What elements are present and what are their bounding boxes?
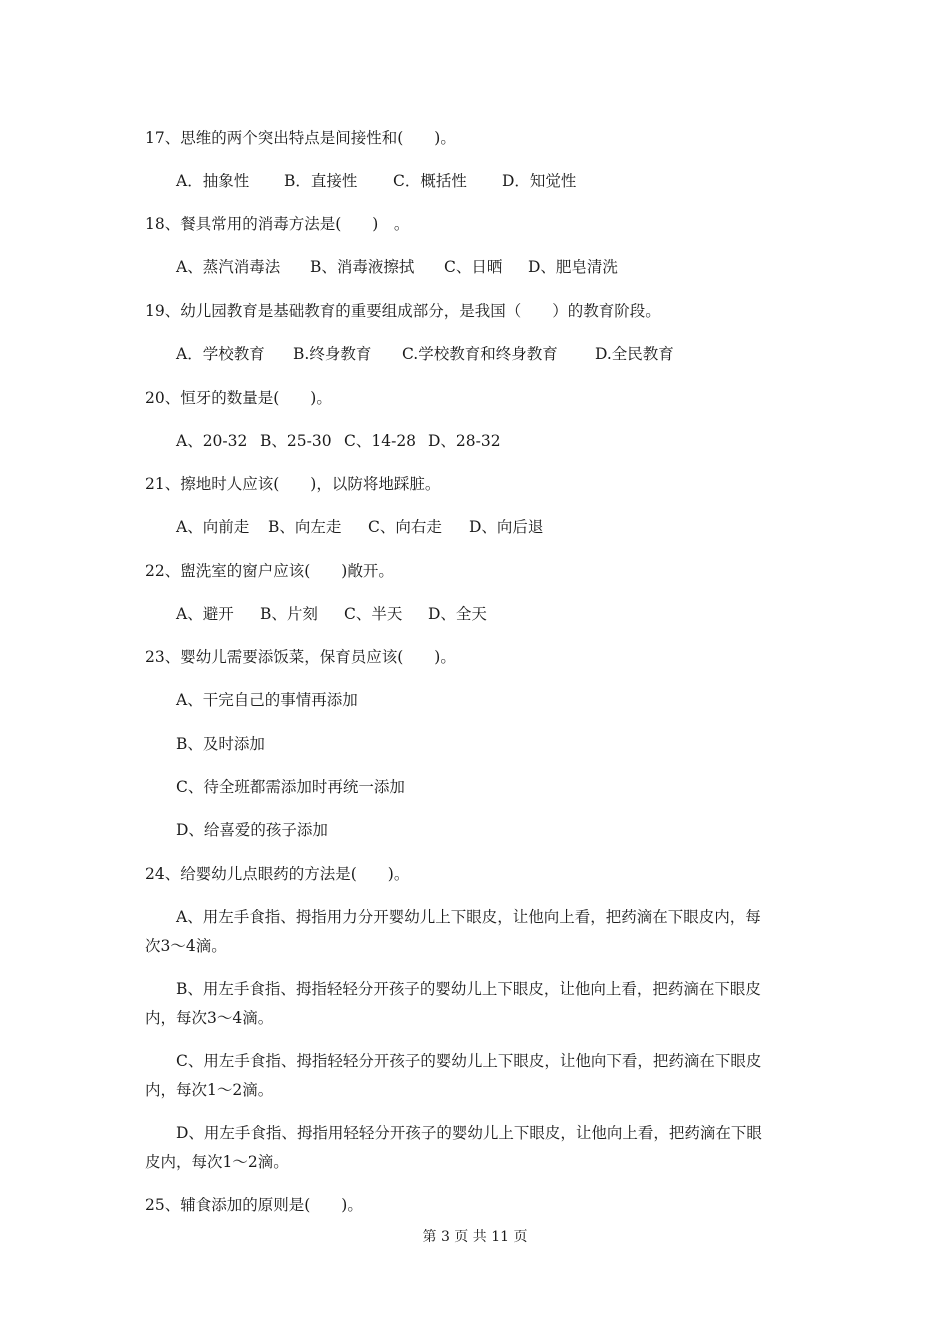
option-a: A、20-32 [176,432,248,450]
question-23-option-a: A、干完自己的事情再添加 [176,691,358,709]
question-23-option-b: B、及时添加 [176,735,265,753]
option-b: B、向左走 [268,518,342,536]
option-d: D.全民教育 [595,345,674,363]
question-20-options [176,431,501,451]
question-20-stem: 20、恒牙的数量是( )。 [145,389,332,407]
option-c: C、日晒 [444,258,503,276]
option-d: D、全天 [428,605,487,623]
option-a: A．抽象性 [176,172,250,190]
option-c: C、14-28 [344,432,417,450]
question-24-option-c-line-1: C、用左手食指、拇指轻轻分开孩子的婴幼儿上下眼皮，让他向下看，把药滴在下眼皮 [176,1052,762,1070]
option-a: A、蒸汽消毒法 [176,258,281,276]
question-22-options [176,604,487,624]
option-d: D、28-32 [428,432,501,450]
option-b: B、消毒液擦拭 [310,258,415,276]
option-a: A、向前走 [176,518,250,536]
option-d: D、肥皂清洗 [528,258,618,276]
option-a: A．学校教育 [176,345,265,363]
question-24-stem: 24、给婴幼儿点眼药的方法是( )。 [145,865,410,883]
option-c: C．概括性 [393,172,467,190]
page-number-footer: 第 3 页 共 11 页 [422,1229,528,1245]
option-c: C、向右走 [368,518,442,536]
question-25-stem: 25、辅食添加的原则是( )。 [145,1196,363,1214]
question-18-options [176,257,618,277]
question-18-stem: 18、餐具常用的消毒方法是( ) 。 [145,215,410,233]
question-21-options [176,517,543,537]
option-a: A、避开 [176,605,234,623]
question-21-stem: 21、擦地时人应该( )，以防将地踩脏。 [145,475,441,493]
question-17-stem: 17、思维的两个突出特点是间接性和( )。 [145,129,456,147]
option-b: B．直接性 [284,172,358,190]
question-23-stem: 23、婴幼儿需要添饭菜，保育员应该( )。 [145,648,456,666]
question-24-option-d-line-1: D、用左手食指、拇指用轻轻分开孩子的婴幼儿上下眼皮，让他向上看，把药滴在下眼 [176,1124,762,1142]
question-19-stem: 19、幼儿园教育是基础教育的重要组成部分，是我国（ ）的教育阶段。 [145,302,661,320]
question-24-option-d-line-2: 皮内，每次1～2滴。 [145,1153,289,1171]
question-24-option-b-line-2: 内，每次3～4滴。 [145,1009,274,1027]
option-b: B.终身教育 [293,345,372,363]
option-d: D、向后退 [469,518,544,536]
question-24-option-a-line-1: A、用左手食指、拇指用力分开婴幼儿上下眼皮，让他向上看，把药滴在下眼皮内，每 [176,908,761,926]
question-24-option-a-line-2: 次3～4滴。 [145,937,227,955]
question-24-option-c-line-2: 内，每次1～2滴。 [145,1081,274,1099]
option-c: C、半天 [344,605,403,623]
question-24-option-b-line-1: B、用左手食指、拇指轻轻分开孩子的婴幼儿上下眼皮，让他向上看，把药滴在下眼皮 [176,980,761,998]
question-23-option-c: C、待全班都需添加时再统一添加 [176,778,405,796]
option-d: D．知觉性 [502,172,577,190]
question-17-options [176,171,576,191]
question-19-options [176,344,674,364]
option-b: B、25-30 [260,432,332,450]
question-22-stem: 22、盥洗室的窗户应该( )敞开。 [145,562,394,580]
option-b: B、片刻 [260,605,318,623]
option-c: C.学校教育和终身教育 [402,345,558,363]
question-23-option-d: D、给喜爱的孩子添加 [176,821,328,839]
